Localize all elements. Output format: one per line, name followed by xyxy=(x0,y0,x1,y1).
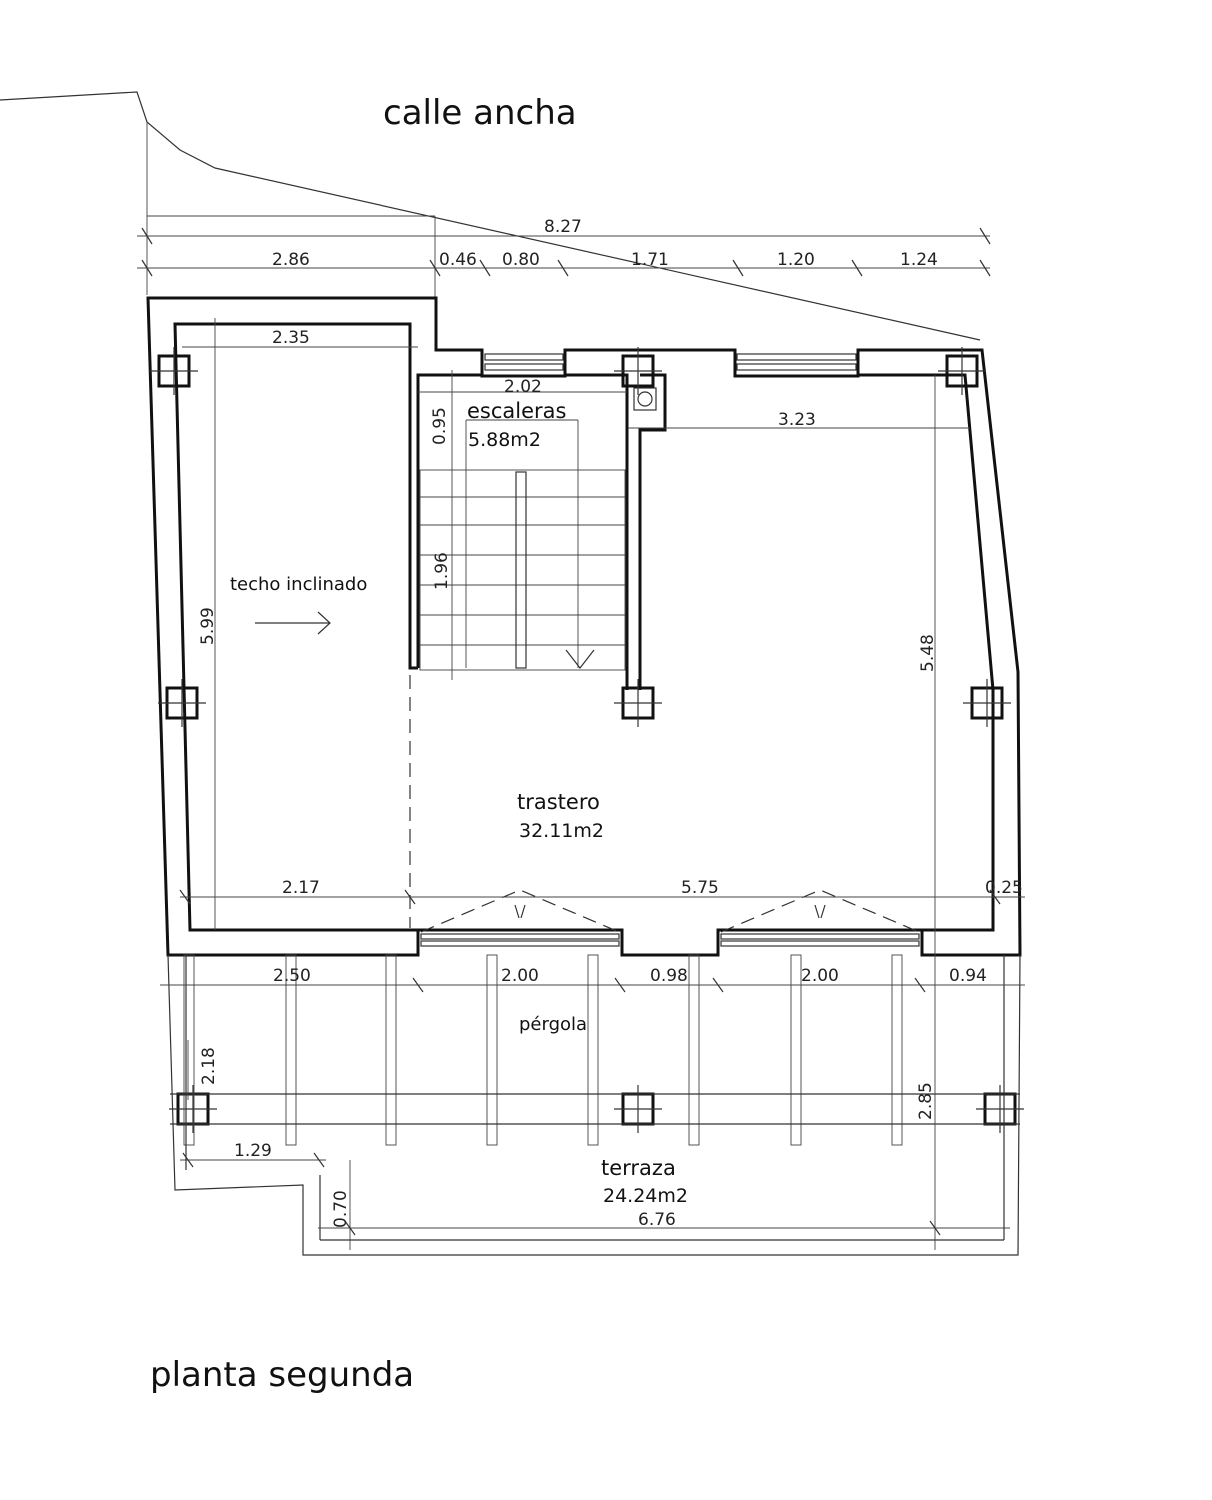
dim-bottom-mid: 5.75 xyxy=(681,878,719,898)
dim-left-inner: 2.35 xyxy=(272,328,310,348)
column xyxy=(614,1085,662,1133)
dim-right-height: 5.48 xyxy=(918,634,938,672)
column xyxy=(963,679,1011,727)
dim-right-room: 3.23 xyxy=(778,410,816,430)
dim-stair-run: 1.96 xyxy=(432,552,452,590)
room-area-escaleras: 5.88m2 xyxy=(468,429,541,451)
dim-pergola-3: 0.98 xyxy=(650,966,688,986)
dim-top-4: 1.71 xyxy=(631,250,669,270)
dim-terrace-left: 2.18 xyxy=(199,1047,219,1085)
dim-terrace-right: 2.85 xyxy=(916,1082,936,1120)
dim-top-1: 2.86 xyxy=(272,250,310,270)
plan-title: planta segunda xyxy=(150,1355,415,1395)
stairs xyxy=(420,420,625,670)
room-area-terraza: 24.24m2 xyxy=(603,1185,688,1207)
column xyxy=(150,347,198,395)
dim-terrace-width: 6.76 xyxy=(638,1210,676,1230)
room-label-escaleras: escaleras xyxy=(467,399,567,423)
dim-terrace-step: 1.29 xyxy=(234,1141,272,1161)
dim-pergola-5: 0.94 xyxy=(949,966,987,986)
dim-pergola-1: 2.50 xyxy=(273,966,311,986)
dim-terrace-step-h: 0.70 xyxy=(331,1190,351,1228)
dim-pergola-2: 2.00 xyxy=(501,966,539,986)
top-windows xyxy=(485,354,856,370)
slope-arrow-icon xyxy=(255,612,330,634)
room-label-terraza: terraza xyxy=(601,1156,676,1180)
column xyxy=(938,347,986,395)
column xyxy=(976,1085,1024,1133)
dim-total-top: 8.27 xyxy=(544,217,582,237)
sloped-roof-label: techo inclinado xyxy=(230,574,368,595)
bottom-doors xyxy=(421,890,919,946)
dim-stair-top: 0.95 xyxy=(430,407,450,445)
street-label: calle ancha xyxy=(383,93,577,133)
dim-stair-width: 2.02 xyxy=(504,377,542,397)
dim-top-3: 0.80 xyxy=(502,250,540,270)
column xyxy=(614,679,662,727)
dim-left-height: 5.99 xyxy=(198,607,218,645)
room-area-trastero: 32.11m2 xyxy=(519,820,604,842)
room-label-trastero: trastero xyxy=(517,790,600,814)
pergola-label: pérgola xyxy=(519,1014,588,1035)
column xyxy=(169,1085,217,1133)
dim-bottom-right: 0.25 xyxy=(985,878,1023,898)
dim-pergola-4: 2.00 xyxy=(801,966,839,986)
building-walls xyxy=(148,298,1020,955)
dim-top-2: 0.46 xyxy=(439,250,477,270)
dim-bottom-left: 2.17 xyxy=(282,878,320,898)
column xyxy=(158,679,206,727)
dim-top-5: 1.20 xyxy=(777,250,815,270)
dim-top-6: 1.24 xyxy=(900,250,938,270)
